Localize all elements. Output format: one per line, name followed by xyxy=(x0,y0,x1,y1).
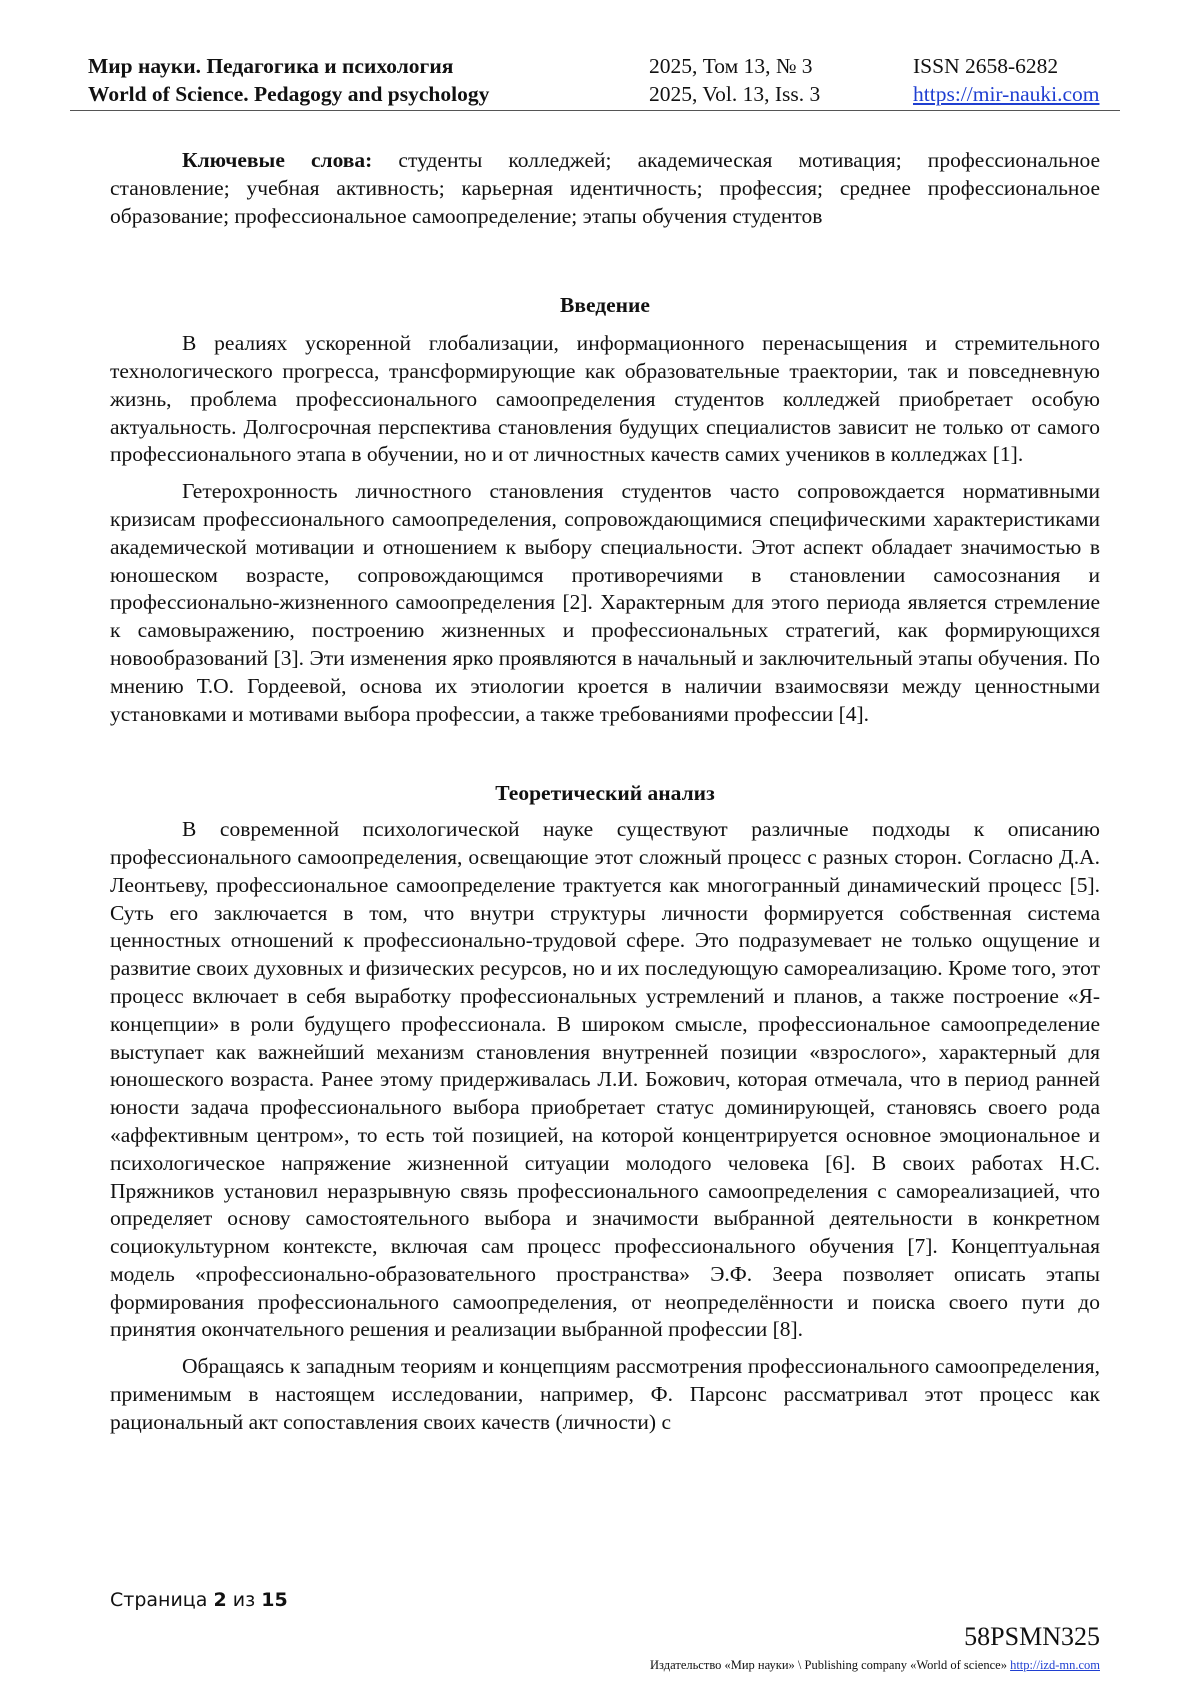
journal-title-ru: Мир науки. Педагогика и психология xyxy=(88,54,454,78)
page-mid: из xyxy=(232,1589,256,1611)
issue-en: 2025, Vol. 13, Iss. 3 xyxy=(649,82,821,106)
page-total: 15 xyxy=(261,1589,288,1611)
page-current: 2 xyxy=(213,1589,227,1611)
section-heading-theory: Теоретический анализ xyxy=(495,781,715,806)
keywords-label: Ключевые слова: xyxy=(182,148,373,172)
section-heading-intro: Введение xyxy=(560,293,650,318)
theory-paragraph-1: В современной психологической науке существуют различные подходы к описанию профессионального самоопределения, освещающие этот сложный процесс с разных сторон. Согласно Д.А. Леонтьеву, профессиональное самоопределение трактуется как многогранный динамический процесс [5]. Суть его заключается в том, что внутри структуры личности формируется собственная система ценностных отношений к профессионально-трудовой сфере. Это подразумевает не только ощущение и развитие своих духовных и физических ресурсов, но и их последующую самореализацию. Кроме того, этот процесс включает в себя выработку профессиональных устремлений и планов, а также построение «Я-концепции» в роли будущего профессионала. В широком смысле, профессиональное самоопределение выступает как важнейший механизм становления внутренней позиции «взрослого», характерный для юношеского возраста. Ранее этому придерживалась Л.И. Божович, которая отмечала, что в период ранней юности задача профессионального выбора приобретает статус доминирующей, становясь своего рода «аффективным центром», то есть той позицией, на которой концентрируется основное эмоциональное и психологическое напряжение жизненной ситуации молодого человека [6]. В своих работах Н.С. Пряжников установил неразрывную связь профессионального самоопределения с самореализацией, что определяет основу самостоятельного выбора и значимости выбранной деятельности в конкретном социокультурном контексте, включая сам процесс профессионального обучения [7]. Концептуальная модель «профессионально-образовательного пространства» Э.Ф. Зеера позволяет описать этапы формирования профессионального самоопределения, от неопределённости и поиска своего пути до принятия окончательного решения и реализации выбранной профессии [8]. xyxy=(110,817,1100,1342)
keywords xyxy=(110,147,1100,230)
journal-title xyxy=(88,52,489,108)
intro-paragraph-2: Гетерохронность личностного становления студентов часто сопровождается нормативными кризисам профессионального самоопределения, сопровождающимися специфическими характеристиками академической мотивации и отношением к выбору специальности. Этот аспект обладает значимостью в юношеском возрасте, сопровождающимся противоречиями в становлении самосознания и профессионально-жизненного самоопределения [2]. Характерным для этого периода является стремление к самовыражению, построению жизненных и профессиональных стратегий, как формирующихся новообразований [3]. Эти изменения ярко проявляются в начальный и заключительный этапы обучения. По мнению Т.О. Гордеевой, основа их этиологии кроется в наличии взаимосвязи между ценностными установками и мотивами выбора профессии, а также требованиями профессии [4]. xyxy=(110,479,1100,726)
running-header xyxy=(70,52,1120,111)
journal-title-en: World of Science. Pedagogy and psychology xyxy=(88,82,490,106)
theory-paragraph-2: Обращаясь к западным теориям и концепциям рассмотрения профессионального самоопределения, применимым в настоящем исследовании, например, Ф. Парсонс рассматривал этот процесс как рациональный акт сопоставления своих качеств (личности) с xyxy=(110,1354,1100,1434)
publisher-line xyxy=(650,1658,1100,1673)
intro-paragraph-1: В реалиях ускоренной глобализации, информационного перенасыщения и стремительного технологического прогресса, трансформирующие как образовательные траектории, так и повседневную жизнь, проблема профессионального самоопределения студентов колледжей приобретает особую актуальность. Долгосрочная перспектива становления будущих специалистов зависит не только от самого профессионального этапа в обучении, но и от личностных качеств самих учеников в колледжах [1]. xyxy=(110,331,1100,467)
issue-ru: 2025, Том 13, № 3 xyxy=(649,54,813,78)
issn: ISSN 2658-6282 xyxy=(913,54,1059,78)
article-body xyxy=(110,147,1100,1437)
page-number xyxy=(110,1589,288,1611)
journal-url-link[interactable]: https://mir-nauki.com xyxy=(913,82,1100,106)
page-prefix: Страница xyxy=(110,1589,208,1611)
journal-ids xyxy=(913,52,1099,108)
issue-info xyxy=(649,52,820,108)
publisher-name: Издательство «Мир науки» \ Publishing company «World of science» xyxy=(650,1658,1007,1672)
article-code: 58PSMN325 xyxy=(964,1622,1100,1651)
publisher-url-link[interactable]: http://izd-mn.com xyxy=(1010,1658,1100,1672)
keywords-text: студенты колледжей; академическая мотивация; профессиональное становление; учебная активность; карьерная идентичность; профессия; среднее профессиональное образование; профессиональное самоопределение; этапы обучения студентов xyxy=(110,148,1100,228)
